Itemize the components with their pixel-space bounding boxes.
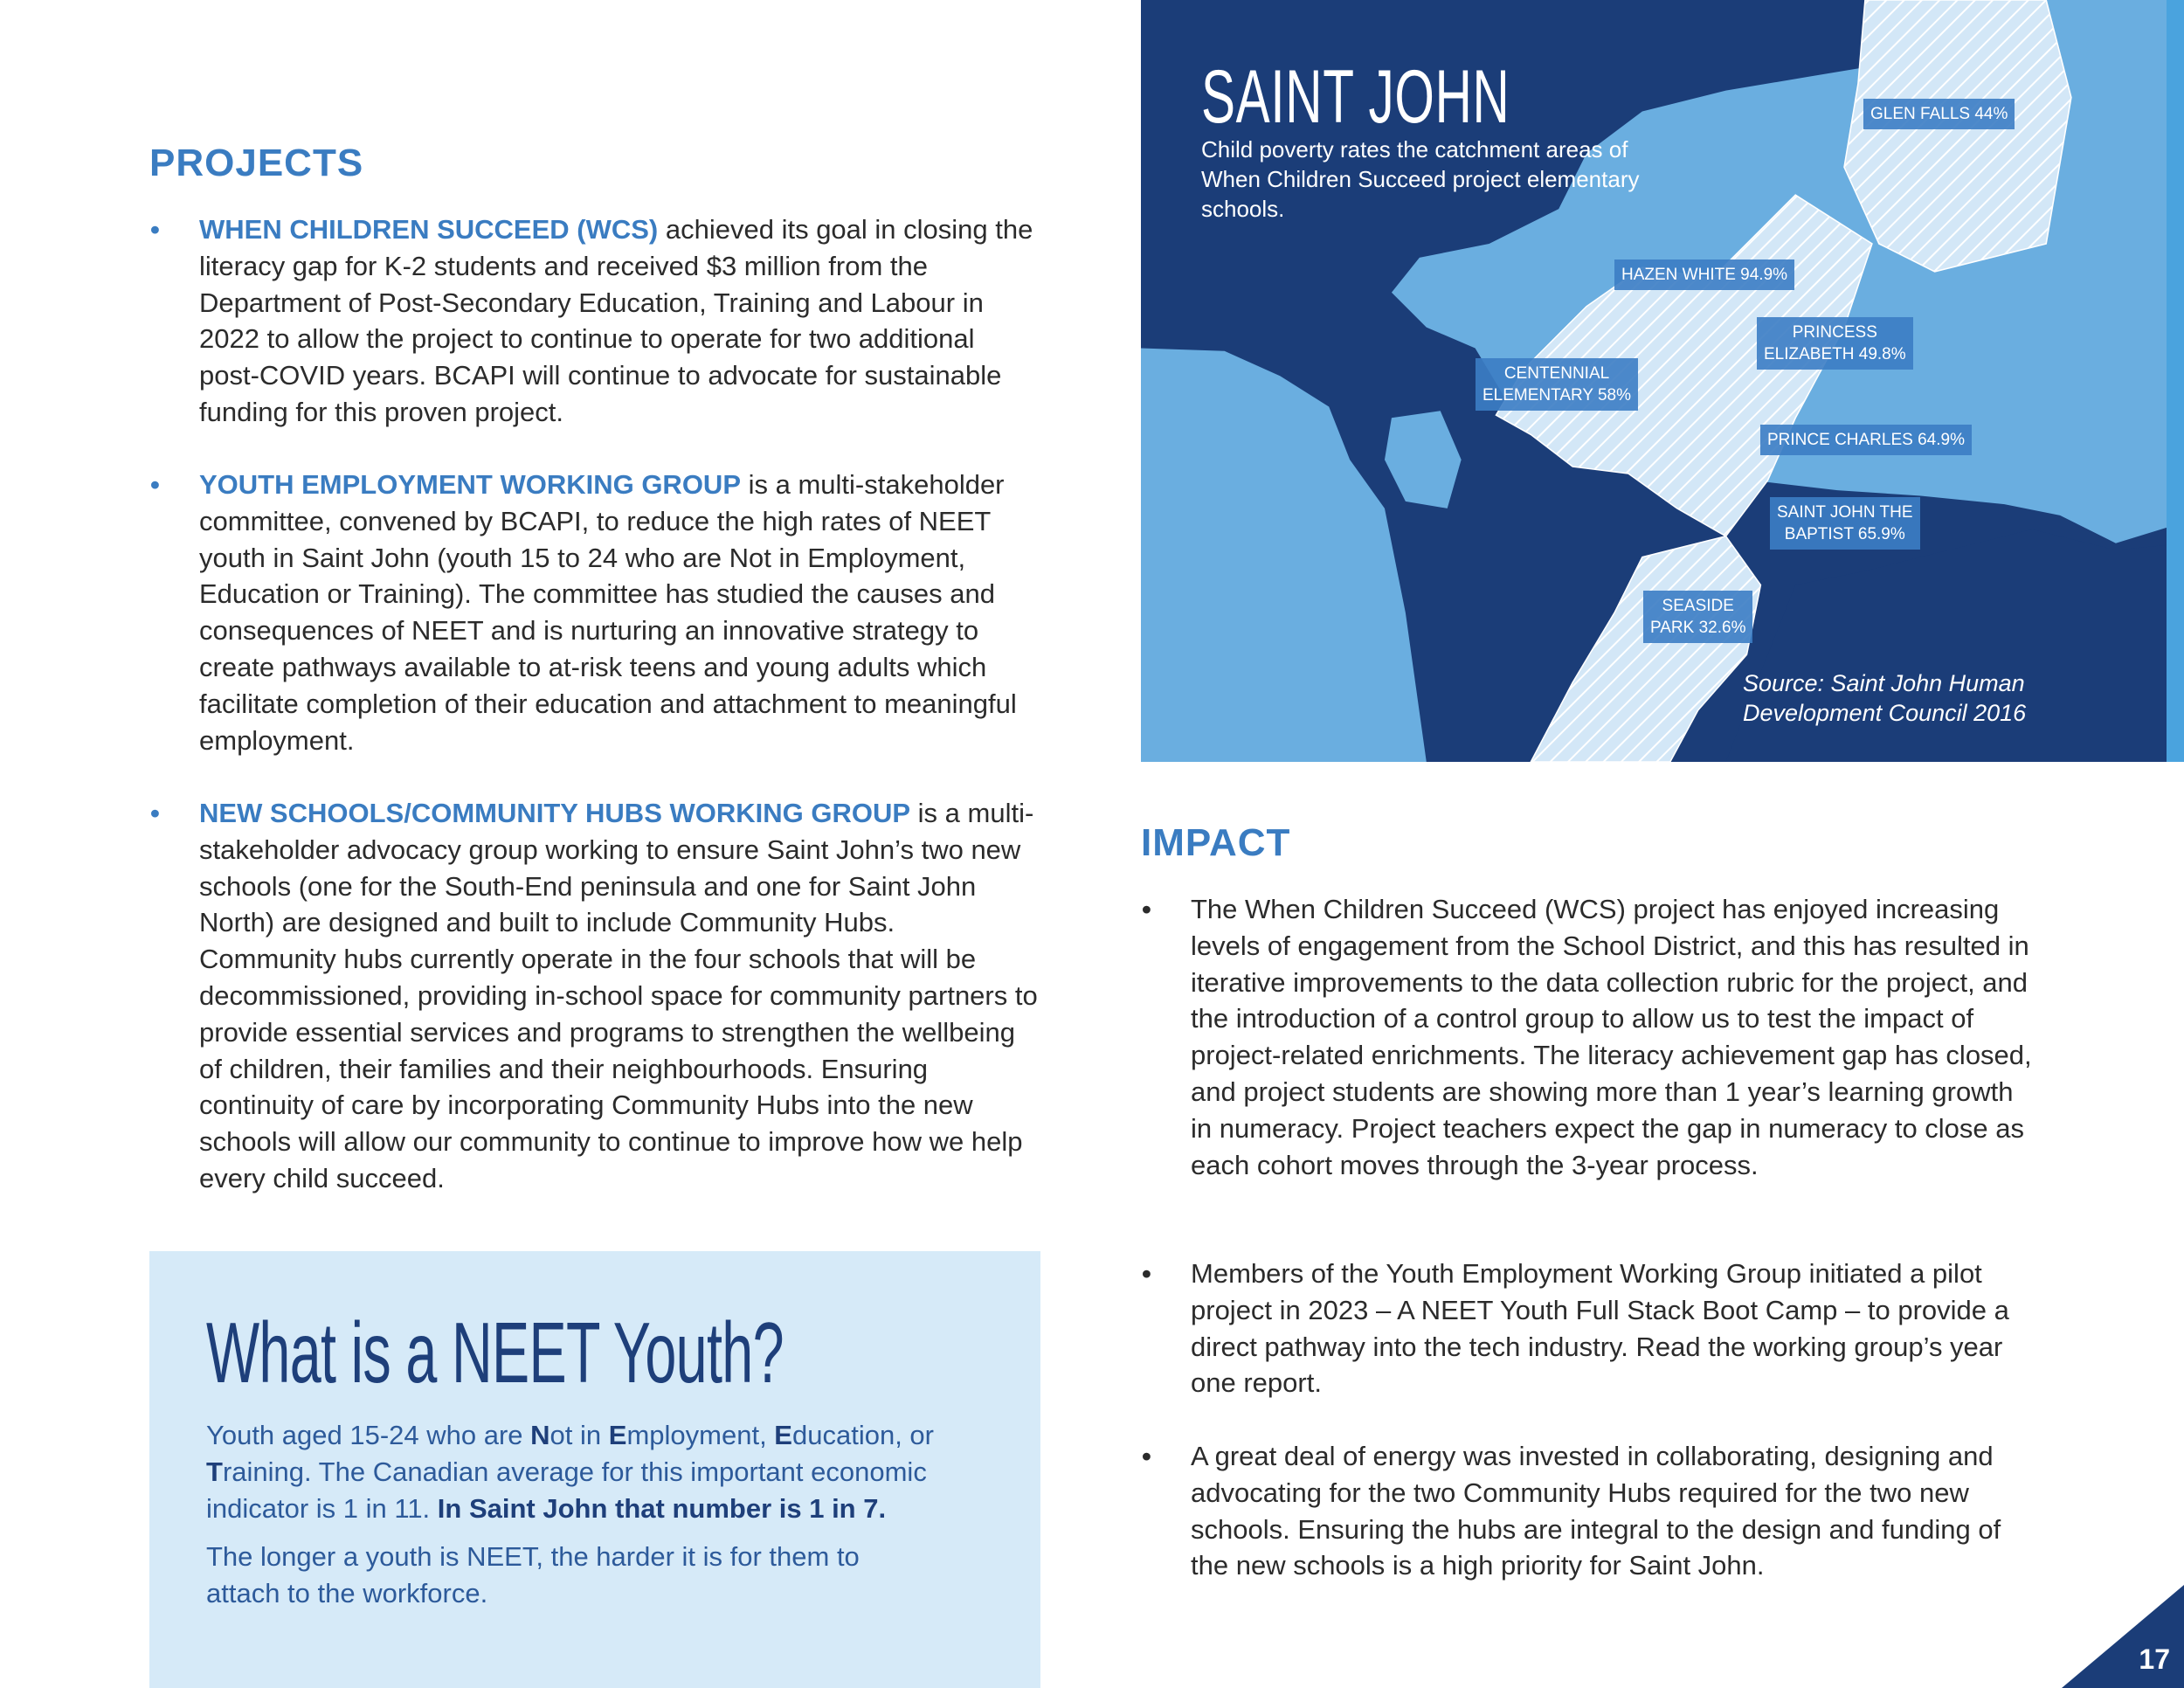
text-bold: E	[608, 1420, 627, 1450]
text: raining. The Canadian average for this important economic indicator is 1 in 11.	[206, 1456, 927, 1524]
land-west	[1141, 349, 1427, 762]
neet-callout	[149, 1251, 1040, 1688]
impact-text: A great deal of energy was invested in collaborating, designing and advocating for the two Community Hubs required for the two new schools. Ensuring the hubs are integral to the design and funding of the new schools is a high priority for Saint John.	[1191, 1441, 2001, 1581]
neet-note: The longer a youth is NEET, the harder it is for them to attach to the workforce.	[206, 1541, 860, 1608]
text-bold: T	[206, 1456, 223, 1487]
label-line: ELEMENTARY 58%	[1482, 386, 1632, 405]
project-item-wcs	[150, 211, 1038, 431]
label-line: GLEN FALLS 44%	[1870, 105, 2008, 123]
land-island	[1385, 411, 1462, 508]
project-text: achieved its goal in closing the literacy gap for K-2 students and received $3 million from the Department of Post-Secondary Education, Training and Labour in 2022 to allow the project to continue to operate for two additional post-COVID years. BCAPI will continue to advocate for sustainable funding for this proven project.	[199, 214, 1033, 427]
impact-text: The When Children Succeed (WCS) project has enjoyed increasing levels of engagement from the School District, and this has resulted in iterative improvements to the data collection rubric for the project, and the introduction of a control group to allow us to test the impact of project-related enrichments. The literacy achievement gap has closed, and project students are showing more than 1 year’s learning growth in numeracy. Project teachers expect the gap in numeracy to close as each cohort moves through the 3-year process.	[1191, 894, 2032, 1180]
label-saint-john-baptist	[1770, 497, 1920, 550]
impact-heading: IMPACT	[1141, 821, 1291, 864]
text: Youth aged 15-24 who are	[206, 1420, 531, 1450]
text-bold: N	[530, 1420, 550, 1450]
bullet-icon: •	[150, 214, 160, 245]
neet-definition	[206, 1417, 992, 1526]
label-line: HAZEN WHITE 94.9%	[1621, 266, 1788, 284]
zone-seaside	[1531, 536, 1760, 762]
bullet-icon: •	[1142, 894, 1151, 924]
impact-text: Members of the Youth Employment Working Group initiated a pilot project in 2023 – A NEET Youth Full Stack Boot Camp – to provide a direct pathway into the tech industry. Read the working group’s year one report.	[1191, 1258, 2009, 1399]
label-glen-falls	[1863, 99, 2015, 129]
bullet-icon: •	[150, 798, 160, 828]
label-prince-charles	[1760, 425, 1972, 455]
impact-item	[1142, 1438, 2038, 1584]
label-line: CENTENNIAL	[1503, 364, 1610, 383]
label-centennial	[1476, 358, 1638, 411]
edge-strip	[2167, 0, 2184, 762]
text: ot in	[549, 1420, 609, 1450]
map-title: SAINT JOHN	[1201, 55, 1510, 139]
project-item-new-schools	[150, 795, 1038, 1197]
label-line: BAPTIST 65.9%	[1784, 525, 1905, 543]
project-text: is a multi-stakeholder advocacy group working to ensure Saint John’s two new schools (one for the South-End peninsula and one for Saint John North) are designed and built to include Community Hubs. Community hubs currently operate in the four schools that will be decommissioned, providing in-school space for community partners to provide essential services and programs to strengthen the wellbeing of children, their families and their neighbourhoods. Ensuring continuity of care by incorporating Community Hubs into the new schools will allow our community to continue to improve how we help every child succeed.	[199, 798, 1038, 1193]
project-item-youth-employment	[150, 467, 1038, 758]
neet-title: What is a NEET Youth?	[206, 1304, 784, 1401]
label-seaside-park	[1643, 591, 1752, 643]
text-bold: E	[774, 1420, 792, 1450]
label-princess-elizabeth	[1757, 317, 1913, 370]
project-lead: NEW SCHOOLS/COMMUNITY HUBS WORKING GROUP	[199, 798, 911, 828]
project-lead: YOUTH EMPLOYMENT WORKING GROUP	[199, 469, 741, 500]
bullet-icon: •	[1142, 1258, 1151, 1289]
text: mployment,	[626, 1420, 775, 1450]
project-lead: WHEN CHILDREN SUCCEED (WCS)	[199, 214, 659, 245]
text: ducation, or	[791, 1420, 934, 1450]
projects-heading: PROJECTS	[149, 142, 364, 184]
label-line: ELIZABETH 49.8%	[1764, 345, 1906, 363]
bullet-icon: •	[1142, 1441, 1151, 1471]
project-text: is a multi-stakeholder committee, convened by BCAPI, to reduce the high rates of NEET youth in Saint John (youth 15 to 24 who are Not in Employment, Education or Training). The committee has studied the causes and consequences of NEET and is nurturing an innovative strategy to create pathways available to at-risk teens and young adults which facilitate completion of their education and attachment to meaningful employment.	[199, 469, 1017, 756]
label-hazen-white	[1614, 259, 1794, 290]
map-source: Source: Saint John Human Development Council 2016	[1743, 670, 2027, 726]
page-number: 17	[2139, 1643, 2170, 1675]
label-line: PRINCESS	[1792, 323, 1877, 342]
text-bold: In Saint John that number is 1 in 7.	[437, 1492, 887, 1524]
zone-glen-falls	[1844, 0, 2071, 272]
label-line: PRINCE CHARLES 64.9%	[1767, 431, 1965, 449]
impact-item	[1142, 891, 2038, 1183]
impact-item	[1142, 1256, 2038, 1401]
bullet-icon: •	[150, 469, 160, 500]
saint-john-map	[1141, 0, 2184, 762]
label-line: PARK 32.6%	[1650, 619, 1746, 637]
label-line: SAINT JOHN THE	[1777, 503, 1913, 522]
map-subtitle: Child poverty rates the catchment areas of When Children Succeed project elementary schools.	[1201, 136, 1640, 222]
label-line: SEASIDE	[1662, 597, 1734, 615]
